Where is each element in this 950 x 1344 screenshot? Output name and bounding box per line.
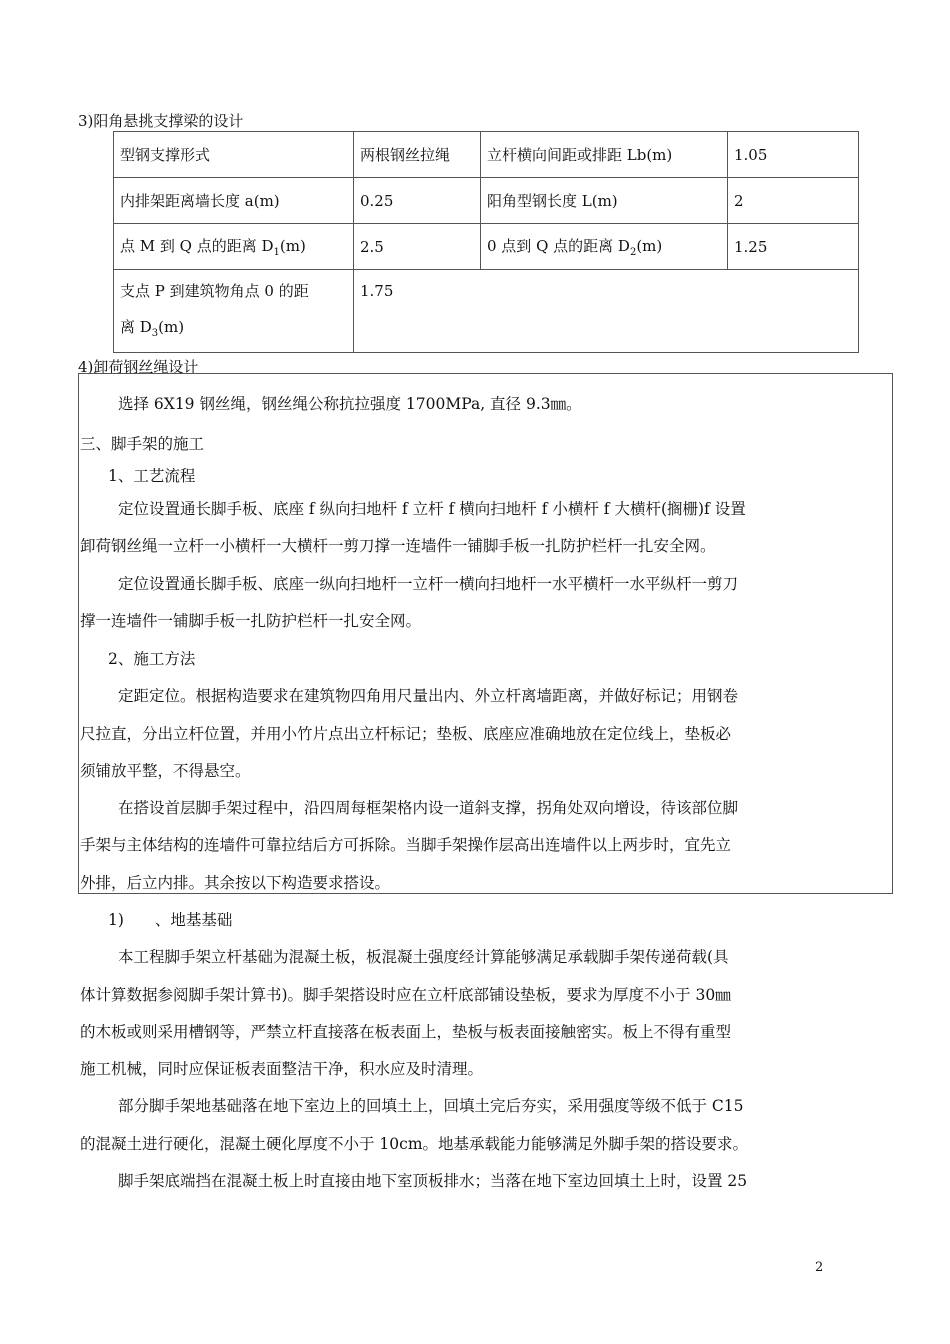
spec-value: 1.25	[728, 224, 859, 270]
label-subscript: 1	[273, 247, 280, 258]
label-unit: (m)	[636, 237, 663, 255]
label-unit: (m)	[158, 318, 185, 336]
spec-label: 型钢支撑形式	[114, 132, 354, 178]
spec-row-4	[114, 270, 859, 353]
spec-row-1	[114, 132, 859, 178]
section-4-title: 4)卸荷钢丝绳设计	[78, 358, 199, 376]
spec-value: 1.05	[728, 132, 859, 178]
body-line: 定位设置通长脚手板、底座 f 纵向扫地杆 f 立杆 f 横向扫地杆 f 小横杆 f 大横杆(搁栅)f 设置	[118, 500, 746, 518]
spec-label: 立杆横向间距或排距 Lb(m)	[481, 132, 728, 178]
spec-label: 内排架距离墙长度 a(m)	[114, 178, 354, 224]
spec-label	[114, 224, 354, 270]
subsection-heading: 1) 、地基基础	[108, 911, 233, 929]
subsection-heading: 1、工艺流程	[108, 467, 196, 485]
page-number: 2	[815, 1260, 824, 1275]
section-heading: 三、脚手架的施工	[80, 435, 205, 453]
beam-spec-table	[113, 131, 859, 353]
spec-row-3	[114, 224, 859, 270]
label-subscript: 3	[151, 328, 159, 339]
section-3-title: 3)阳角悬挑支撑梁的设计	[78, 112, 244, 130]
spec-row-2	[114, 178, 859, 224]
body-line: 本工程脚手架立杆基础为混凝土板，板混凝土强度经计算能够满足承载脚手架传递荷载(具	[118, 948, 729, 966]
body-line: 施工机械，同时应保证板表面整洁干净，积水应及时清理。	[80, 1060, 484, 1078]
subsection-heading: 2、施工方法	[108, 650, 196, 668]
body-line: 尺拉直，分出立杆位置，并用小竹片点出立杆标记；垫板、底座应准确地放在定位线上，垫板必	[80, 725, 732, 743]
spec-label	[114, 270, 354, 353]
body-line: 定距定位。根据构造要求在建筑物四角用尺量出内、外立杆离墙距离，并做好标记；用钢卷	[118, 687, 739, 705]
body-line: 卸荷钢丝绳一立杆一小横杆一大横杆一剪刀撑一连墙件一铺脚手板一扎防护栏杆一扎安全网。	[80, 537, 716, 555]
body-line: 外排，后立内排。其余按以下构造要求搭设。	[80, 874, 391, 892]
spec-label: 阳角型钢长度 L(m)	[481, 178, 728, 224]
spec-value: 2.5	[354, 224, 481, 270]
body-line: 定位设置通长脚手板、底座一纵向扫地杆一立杆一横向扫地杆一水平横杆一水平纵杆一剪刀	[118, 575, 739, 593]
label-unit: (m)	[279, 237, 306, 255]
body-line: 脚手架底端挡在混凝土板上时直接由地下室顶板排水；当落在地下室边回填土上时，设置 25	[118, 1172, 748, 1190]
spec-label	[481, 224, 728, 270]
body-line: 在搭设首层脚手架过程中，沿四周每框架格内设一道斜支撑，拐角处双向增设，待该部位脚	[118, 799, 739, 817]
body-line: 选择 6X19 钢丝绳，钢丝绳公称抗拉强度 1700MPa, 直径 9.3㎜。	[118, 395, 582, 413]
spec-value: 2	[728, 178, 859, 224]
label-text: 离 D	[120, 318, 152, 336]
body-line: 体计算数据参阅脚手架计算书)。脚手架搭设时应在立杆底部铺设垫板，要求为厚度不小于 30㎜	[80, 986, 731, 1004]
label-text: 支点 P 到建筑物角点 0 的距	[120, 282, 309, 300]
label-text: 0 点到 Q 点的距离 D	[487, 237, 630, 255]
spec-value: 两根钢丝拉绳	[354, 132, 481, 178]
body-line: 须铺放平整，不得悬空。	[80, 762, 251, 780]
body-line: 手架与主体结构的连墙件可靠拉结后方可拆除。当脚手架操作层高出连墙件以上两步时，宜先立	[80, 836, 732, 854]
label-subscript: 2	[629, 247, 637, 258]
label-text: 点 M 到 Q 点的距离 D	[120, 237, 274, 255]
body-line: 的混凝土进行硬化，混凝土硬化厚度不小于 10cm。地基承载能力能够满足外脚手架的搭设要求。	[80, 1135, 749, 1153]
body-line: 部分脚手架地基础落在地下室边上的回填土上，回填土完后夯实，采用强度等级不低于 C15	[118, 1097, 744, 1115]
spec-value: 1.75	[354, 270, 859, 353]
spec-value: 0.25	[354, 178, 481, 224]
body-line: 撑一连墙件一铺脚手板一扎防护栏杆一扎安全网。	[80, 612, 422, 630]
body-line: 的木板或则采用槽钢等，严禁立杆直接落在板表面上，垫板与板表面接触密实。板上不得有重型	[80, 1023, 732, 1041]
